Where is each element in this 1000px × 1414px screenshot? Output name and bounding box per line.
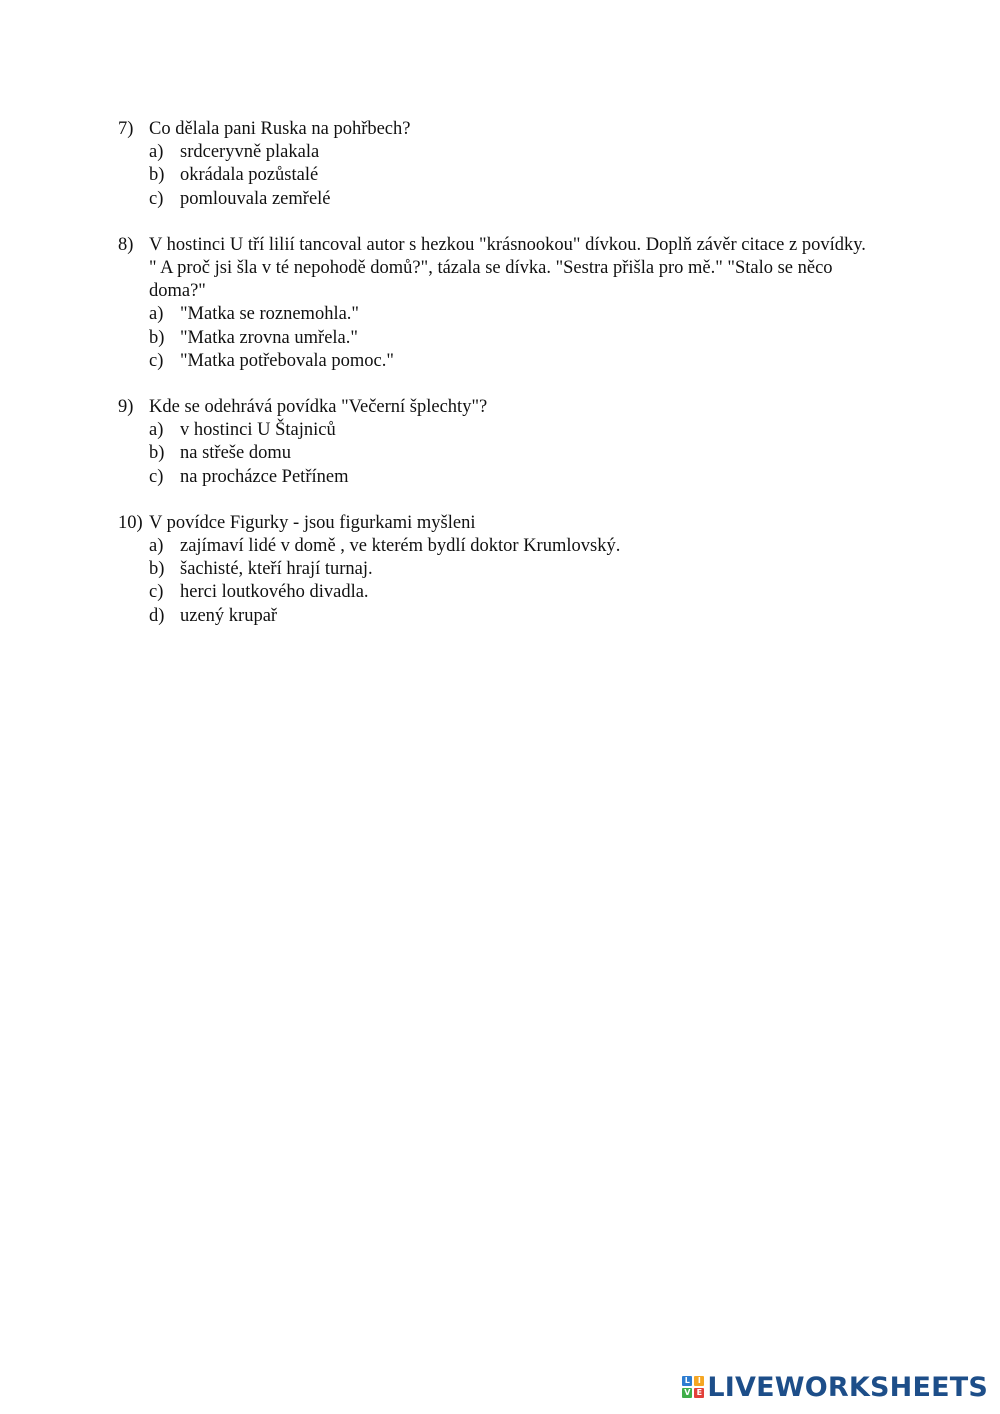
option-letter: c) [149, 350, 164, 371]
option-text: srdceryvně plakala [180, 142, 320, 163]
question-text: V povídce Figurky - jsou figurkami myšleni [149, 512, 476, 533]
logo-tile-i: I [694, 1376, 704, 1386]
question-10 [118, 512, 878, 628]
option-text: "Matka potřebovala pomoc." [180, 350, 394, 371]
liveworksheets-logo-icon [682, 1376, 704, 1398]
answer-option[interactable] [118, 303, 878, 326]
logo-tile-l: L [682, 1376, 692, 1386]
option-letter: b) [149, 327, 165, 348]
question-text: Kde se odehrává povídka "Večerní šplechty"? [149, 397, 488, 418]
option-text: uzený krupař [180, 605, 278, 626]
option-letter: a) [149, 420, 164, 441]
liveworksheets-logo [682, 1370, 988, 1404]
answer-option[interactable] [118, 419, 878, 442]
question-8 [118, 234, 878, 373]
worksheet [118, 118, 878, 651]
question-9 [118, 396, 878, 489]
answer-option[interactable] [118, 141, 878, 164]
answer-option[interactable] [118, 350, 878, 373]
option-text: na střeše domu [180, 443, 291, 464]
answer-option[interactable] [118, 558, 878, 581]
logo-text: LIVEWORKSHEETS [707, 1371, 988, 1403]
option-text: zajímaví lidé v domě , ve kterém bydlí doktor Krumlovský. [180, 536, 621, 557]
option-letter: a) [149, 304, 164, 325]
answer-option[interactable] [118, 466, 878, 489]
option-text: šachisté, kteří hrají turnaj. [180, 559, 373, 580]
option-letter: d) [149, 605, 165, 626]
question-number: 7) [118, 119, 134, 139]
question-number: 9) [118, 397, 134, 418]
option-letter: a) [149, 536, 164, 557]
question-number: 10) [118, 512, 143, 533]
option-letter: b) [149, 443, 165, 464]
answer-option[interactable] [118, 535, 878, 558]
question-line [118, 118, 878, 141]
answer-option[interactable] [118, 605, 878, 628]
option-text: herci loutkového divadla. [180, 582, 369, 603]
option-letter: b) [149, 165, 165, 186]
option-text: "Matka zrovna umřela." [180, 327, 358, 348]
logo-tile-e: E [694, 1388, 704, 1398]
question-7 [118, 118, 878, 211]
option-text: na procházce Petřínem [180, 466, 349, 487]
option-letter: b) [149, 559, 165, 580]
option-letter: a) [149, 142, 164, 163]
answer-option[interactable] [118, 581, 878, 604]
answer-option[interactable] [118, 164, 878, 187]
question-number: 8) [118, 234, 134, 255]
question-line [118, 396, 878, 419]
option-letter: c) [149, 188, 164, 209]
logo-tile-v: V [684, 1388, 691, 1397]
question-text: Co dělala pani Ruska na pohřbech? [149, 119, 411, 139]
answer-option[interactable] [118, 442, 878, 465]
option-letter: c) [149, 466, 164, 487]
option-text: pomlouvala zemřelé [180, 188, 331, 209]
answer-option[interactable] [118, 327, 878, 350]
option-text: "Matka se roznemohla." [180, 304, 359, 325]
question-line [118, 512, 878, 535]
question-line [118, 234, 878, 304]
option-text: v hostinci U Štajniců [180, 420, 336, 441]
answer-option[interactable] [118, 188, 878, 211]
option-letter: c) [149, 582, 164, 603]
option-text: okrádala pozůstalé [180, 165, 319, 186]
question-text: V hostinci U tří lilií tancoval autor s hezkou "krásnookou" dívkou. Doplň závěr citace z povídky. " A proč jsi šla v té nepohodě domů?", tázala se dívka. "Sestra přišla pro mě." "Stalo se něco doma?" [149, 234, 866, 302]
